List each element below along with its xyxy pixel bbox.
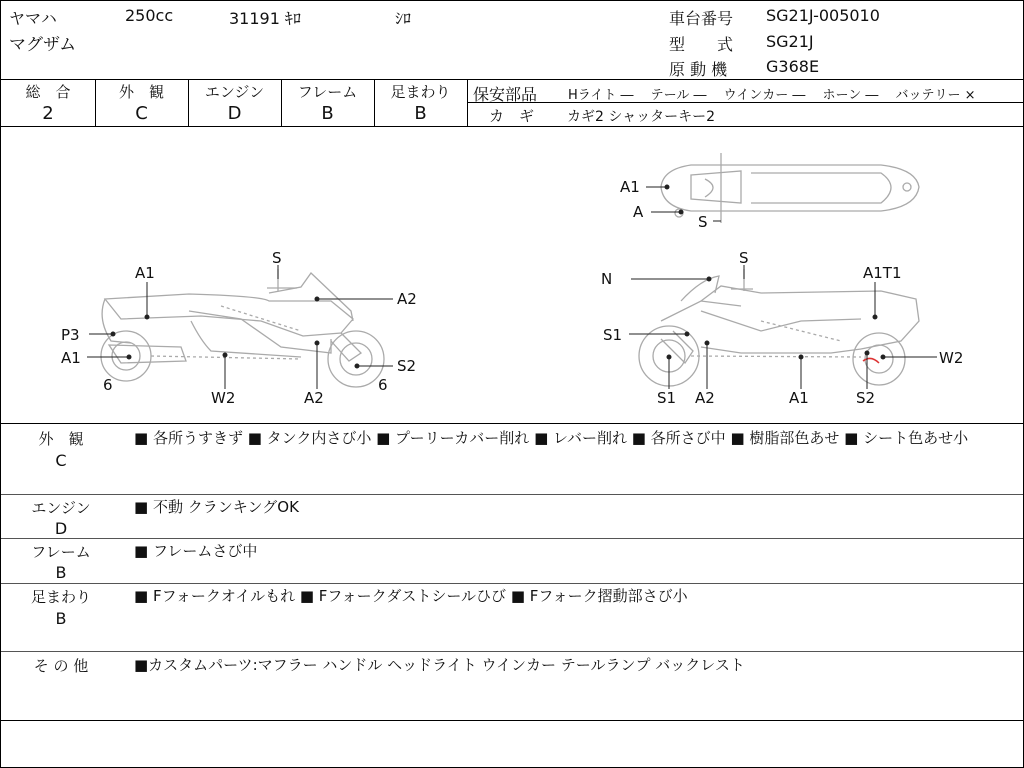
divider — [1, 79, 1023, 80]
grade-suspension-value: B — [414, 103, 427, 124]
key-value: カギ2 シャッターキー2 — [567, 109, 715, 125]
grade-frame-value: B — [321, 103, 334, 124]
type-label: 型 式 — [669, 35, 734, 54]
section-engine-title: エンジン — [31, 499, 91, 517]
label-left-a2-front: A2 — [397, 290, 417, 308]
grade-exterior-label: 外 観 — [118, 83, 164, 101]
grade-engine-label: エンジン — [204, 83, 265, 101]
mileage: 31191 ｷﾛ — [229, 9, 301, 28]
safety-label: 保安部品 — [473, 85, 538, 104]
divider — [1, 494, 1023, 495]
label-right-a1-bottom: A1 — [789, 389, 809, 407]
section-frame-grade: B — [55, 563, 67, 582]
label-left-w2: W2 — [211, 389, 236, 407]
grade-overall-value: 2 — [42, 103, 54, 124]
engine-label: 原 動 機 — [669, 60, 728, 79]
label-right-s1-bottom: S1 — [657, 389, 677, 407]
section-engine-text: ■ 不動 クランキングOK — [134, 498, 299, 516]
divider — [1, 423, 1023, 424]
right-side-view — [639, 269, 919, 386]
label-left-6b: 6 — [378, 376, 388, 394]
damage-diagram — [1, 127, 1023, 423]
label-right-s2: S2 — [856, 389, 876, 407]
label-left-6a: 6 — [103, 376, 113, 394]
section-suspension-title: 足まわり — [30, 588, 91, 606]
section-suspension-text: ■ Fフォークオイルもれ ■ Fフォークダストシールひび ■ Fフォーク摺動部さび小 — [134, 587, 688, 605]
color: ｼﾛ — [395, 9, 412, 28]
label-left-a1-top: A1 — [135, 264, 155, 282]
label-top-a1: A1 — [620, 178, 640, 196]
divider — [1, 720, 1023, 721]
grade-exterior-value: C — [135, 103, 148, 124]
divider — [1, 651, 1023, 652]
left-side-view — [101, 269, 384, 387]
label-left-p3: P3 — [61, 326, 80, 344]
section-engine-grade: D — [54, 519, 68, 538]
section-frame-title: フレーム — [31, 543, 91, 561]
label-left-s: S — [272, 249, 282, 267]
model-name: マグザム — [9, 35, 77, 55]
section-other-title: そ の 他 — [33, 657, 89, 675]
label-top-s: S — [698, 213, 708, 231]
divider — [1, 538, 1023, 539]
section-exterior-grade: C — [55, 451, 67, 470]
label-left-s2: S2 — [397, 357, 417, 375]
displacement: 250cc — [125, 6, 174, 25]
label-right-s1: S1 — [603, 326, 623, 344]
safety-items: Hライト ― テール ― ウインカー ― ホーン ― バッテリー × — [568, 88, 976, 103]
label-right-a1t1: A1T1 — [863, 264, 902, 282]
grade-frame-label: フレーム — [297, 83, 358, 101]
type-value: SG21J — [766, 32, 814, 51]
grade-engine-value: D — [227, 103, 242, 124]
section-suspension-grade: B — [55, 609, 67, 628]
grade-overall-label: 総 合 — [25, 83, 71, 101]
label-right-w2: W2 — [939, 349, 964, 367]
section-other-text: ■カスタムパーツ:マフラー ハンドル ヘッドライト ウインカー テールランプ バックレスト — [134, 656, 745, 674]
chassis-label: 車台番号 — [669, 9, 734, 28]
label-right-n: N — [601, 270, 613, 288]
label-right-a2: A2 — [695, 389, 715, 407]
section-exterior-text: ■ 各所うすきず ■ タンク内さび小 ■ プーリーカバー削れ ■ レバー削れ ■ 各所さび中 ■ 樹脂部色あせ ■ シート色あせ小 — [134, 429, 969, 447]
label-left-a1-mid: A1 — [61, 349, 81, 367]
chassis-value: SG21J-005010 — [766, 6, 880, 25]
label-top-a: A — [633, 203, 644, 221]
engine-value: G368E — [766, 57, 820, 76]
label-right-s: S — [739, 249, 749, 267]
maker: ヤマハ — [9, 9, 57, 28]
divider — [1, 583, 1023, 584]
key-label: カ ギ — [489, 107, 535, 125]
grade-suspension-label: 足まわり — [390, 83, 451, 101]
label-left-a2-bottom: A2 — [304, 389, 324, 407]
section-exterior-title: 外 観 — [38, 430, 84, 448]
section-frame-text: ■ フレームさび中 — [134, 542, 258, 560]
